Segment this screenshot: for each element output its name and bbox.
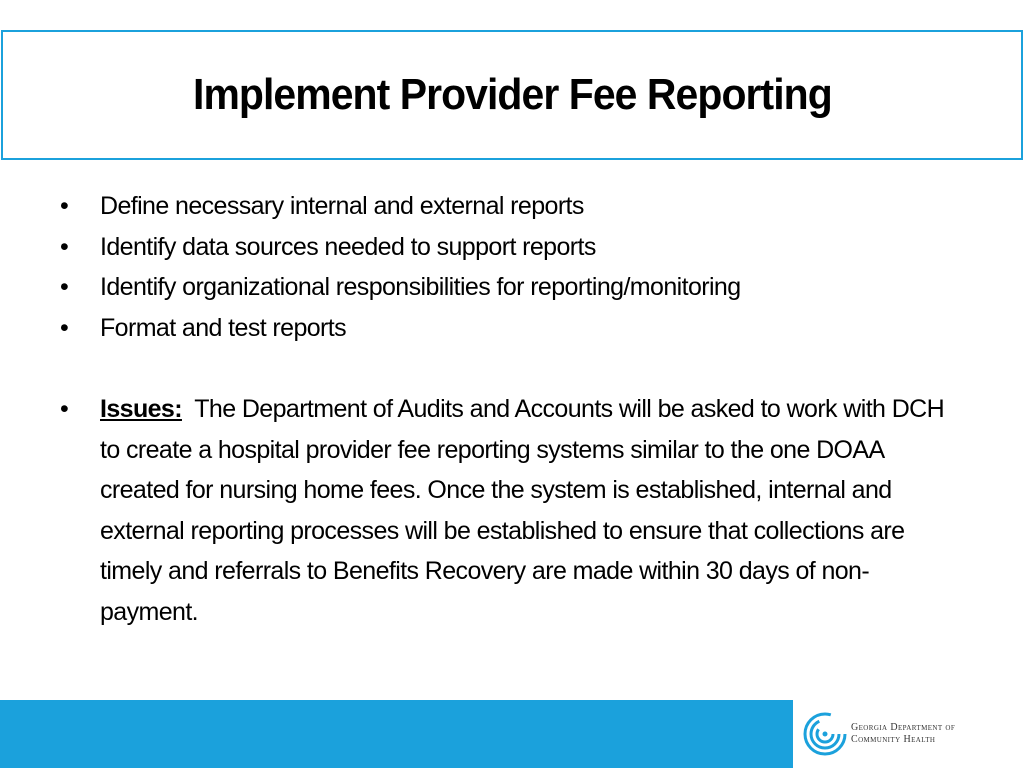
slide-title: Implement Provider Fee Reporting bbox=[192, 70, 832, 119]
bullet-item bbox=[60, 186, 960, 227]
bullet-item bbox=[60, 267, 960, 308]
bullet-marker: • bbox=[60, 273, 69, 301]
bullet-text: Format and test reports bbox=[100, 313, 347, 342]
bullet-marker: • bbox=[60, 232, 69, 261]
bullet-marker: • bbox=[60, 192, 69, 220]
logo-text bbox=[851, 722, 955, 746]
title-box bbox=[1, 30, 1023, 160]
issues-label: Issues: bbox=[100, 395, 182, 423]
logo-line-2: Community Health bbox=[851, 733, 936, 745]
bullet-list bbox=[60, 186, 960, 632]
logo-line-1: Georgia Department of bbox=[851, 721, 956, 733]
issues-item bbox=[60, 389, 958, 632]
bullet-marker: • bbox=[60, 313, 69, 342]
bullet-item bbox=[60, 227, 960, 268]
bullet-text: Identify data sources needed to support reports bbox=[100, 232, 596, 261]
bullet-text: Identify organizational responsibilities for reporting/monitoring bbox=[100, 273, 741, 301]
bullet-marker: • bbox=[60, 395, 69, 423]
bullet-item bbox=[60, 308, 960, 349]
issues-text: The Department of Audits and Accounts will be asked to work with DCH to create a hospital provider fee reporting systems similar to the one DOAA created for nursing home fees. Once the system is established, internal and external reporting processes will be established to ensure that collections are timely and referrals to Benefits Recovery are made within 30 days of non-payment. bbox=[100, 395, 945, 626]
dch-emblem-icon bbox=[803, 712, 847, 756]
footer-logo bbox=[793, 699, 1024, 768]
bullet-text: Define necessary internal and external reports bbox=[100, 192, 584, 220]
